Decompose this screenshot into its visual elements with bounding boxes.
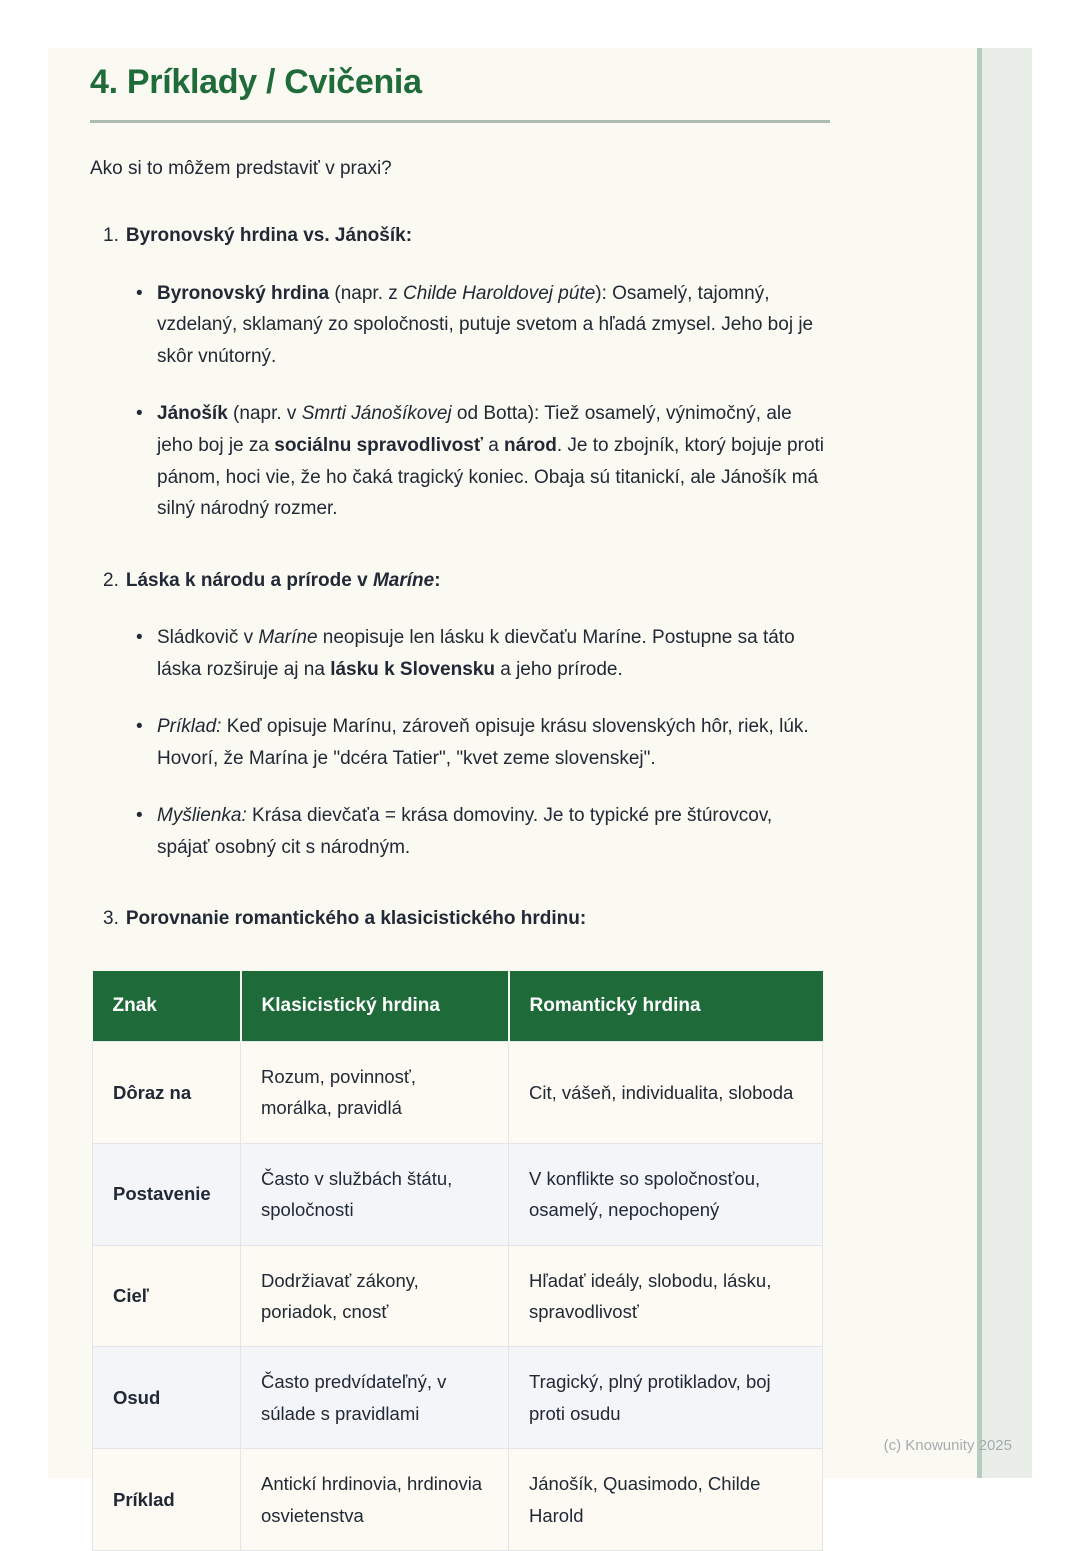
table-header-romanticky: Romantický hrdina <box>509 971 823 1042</box>
list-item-1 <box>90 220 830 524</box>
bullet-item <box>136 622 830 685</box>
bullet-list <box>136 622 830 863</box>
bullet-text <box>157 622 830 685</box>
text-run: a <box>482 434 505 456</box>
page-title: 4. Príklady / Cvičenia <box>90 63 422 101</box>
table-cell: Dodržiavať zákony, poriadok, cnosť <box>241 1245 509 1347</box>
bullet-marker: • <box>136 716 143 738</box>
list-item-3-heading <box>90 903 830 935</box>
bullet-text <box>157 800 830 863</box>
bullet-marker: • <box>136 805 143 827</box>
bold-run: : <box>434 569 441 591</box>
text-run: a jeho prírode. <box>494 658 623 680</box>
row-label: Príklad <box>93 1449 241 1551</box>
table-header-row <box>93 971 823 1042</box>
bold-run: Láska k národu a prírode v <box>125 569 373 591</box>
row-label: Dôraz na <box>93 1041 241 1143</box>
bullet-marker: • <box>136 627 143 649</box>
bold-italic-run: Maríne <box>372 569 435 591</box>
list-heading-text: Byronovský hrdina vs. Jánošík: <box>125 225 413 247</box>
text-run: . Je to zbojník, ktorý bojuje proti pánom, hoci vie, že ho čaká tragický koniec. Obaja sú titanickí, ale Jánošík má silný národný rozmer. <box>157 434 825 520</box>
numbered-list <box>90 220 830 935</box>
table-cell: Často predvídateľný, v súlade s pravidlami <box>241 1347 509 1449</box>
italic-run: Childe Haroldovej púte <box>403 282 596 304</box>
bullet-marker: • <box>136 282 143 304</box>
list-number: 3. <box>103 908 119 930</box>
list-number: 1. <box>103 225 119 247</box>
list-number: 2. <box>103 569 119 591</box>
bullet-item <box>136 711 830 774</box>
italic-label-run: Príklad: <box>157 716 222 738</box>
table-header-znak: Znak <box>93 971 241 1042</box>
italic-run: Maríne <box>258 627 318 649</box>
table-cell: V konflikte so spoločnosťou, osamelý, nepochopený <box>509 1143 823 1245</box>
bold-run: sociálnu spravodlivosť <box>274 434 483 456</box>
bullet-item <box>136 800 830 863</box>
list-item-2 <box>90 565 830 864</box>
table-row <box>93 1245 823 1347</box>
list-item-2-heading <box>90 565 830 597</box>
text-run: Sládkovič v <box>157 627 259 649</box>
text-run: (napr. z <box>329 282 404 304</box>
table-row <box>93 1143 823 1245</box>
text-run: Keď opisuje Marínu, zároveň opisuje krásu slovenských hôr, riek, lúk. Hovorí, že Marína je "dcéra Tatier", "kvet zeme slovenskej". <box>157 716 809 769</box>
text-run: neopisuje len lásku k dievčaťu Maríne. Postupne sa táto láska rozširuje aj na <box>157 627 795 680</box>
text-run: (napr. v <box>227 403 302 425</box>
right-accent-panel <box>982 48 1032 1478</box>
row-label: Osud <box>93 1347 241 1449</box>
bullet-text <box>157 278 830 373</box>
table-header-klasicisticky: Klasicistický hrdina <box>241 971 509 1042</box>
heading-divider <box>90 120 830 123</box>
list-heading-text <box>126 565 441 597</box>
italic-run: Smrti Jánošíkovej <box>301 403 452 425</box>
table-cell: Často v službách štátu, spoločnosti <box>241 1143 509 1245</box>
table-cell: Hľadať ideály, slobodu, lásku, spravodlivosť <box>509 1245 823 1347</box>
document-content <box>90 62 830 1551</box>
copyright-watermark: (c) Knowunity 2025 <box>883 1437 1012 1454</box>
bullet-list <box>136 278 830 525</box>
row-label: Cieľ <box>93 1245 241 1347</box>
table-cell: Antickí hrdinovia, hrdinovia osvietenstva <box>241 1449 509 1551</box>
bold-run: národ <box>504 434 557 456</box>
table-cell: Cit, vášeň, individualita, sloboda <box>509 1041 823 1143</box>
document-page <box>48 48 977 1526</box>
intro-text: Ako si to môžem predstaviť v praxi? <box>90 157 392 179</box>
table-row <box>93 1041 823 1143</box>
list-heading-text: Porovnanie romantického a klasicistického hrdinu: <box>125 908 587 930</box>
comparison-table <box>92 971 823 1551</box>
text-run: Krása dievčaťa = krása domoviny. Je to typické pre štúrovcov, spájať osobný cit s národným. <box>157 805 773 858</box>
italic-label-run: Myšlienka: <box>157 805 247 827</box>
bold-run: Byronovský hrdina <box>157 282 330 304</box>
row-label: Postavenie <box>93 1143 241 1245</box>
bold-run: Jánošík <box>157 403 228 425</box>
table-row <box>93 1347 823 1449</box>
text-run: od Botta): Tiež osamelý, výnimočný, ale jeho boj je za <box>157 403 792 456</box>
table-cell: Tragický, plný protikladov, boj proti osudu <box>509 1347 823 1449</box>
bullet-item <box>136 278 830 373</box>
list-item-3 <box>90 903 830 935</box>
table-cell: Jánošík, Quasimodo, Childe Harold <box>509 1449 823 1551</box>
table-cell: Rozum, povinnosť, morálka, pravidlá <box>241 1041 509 1143</box>
bullet-text <box>157 398 830 524</box>
bullet-item <box>136 398 830 524</box>
bullet-marker: • <box>136 403 143 425</box>
list-item-1-heading <box>90 220 830 252</box>
bold-run: lásku k Slovensku <box>330 658 495 680</box>
table-row <box>93 1449 823 1551</box>
bullet-text <box>157 711 830 774</box>
text-run: ): Osamelý, tajomný, vzdelaný, sklamaný zo spoločnosti, putuje svetom a hľadá zmysel. Jeho boj je skôr vnútorný. <box>157 282 814 367</box>
